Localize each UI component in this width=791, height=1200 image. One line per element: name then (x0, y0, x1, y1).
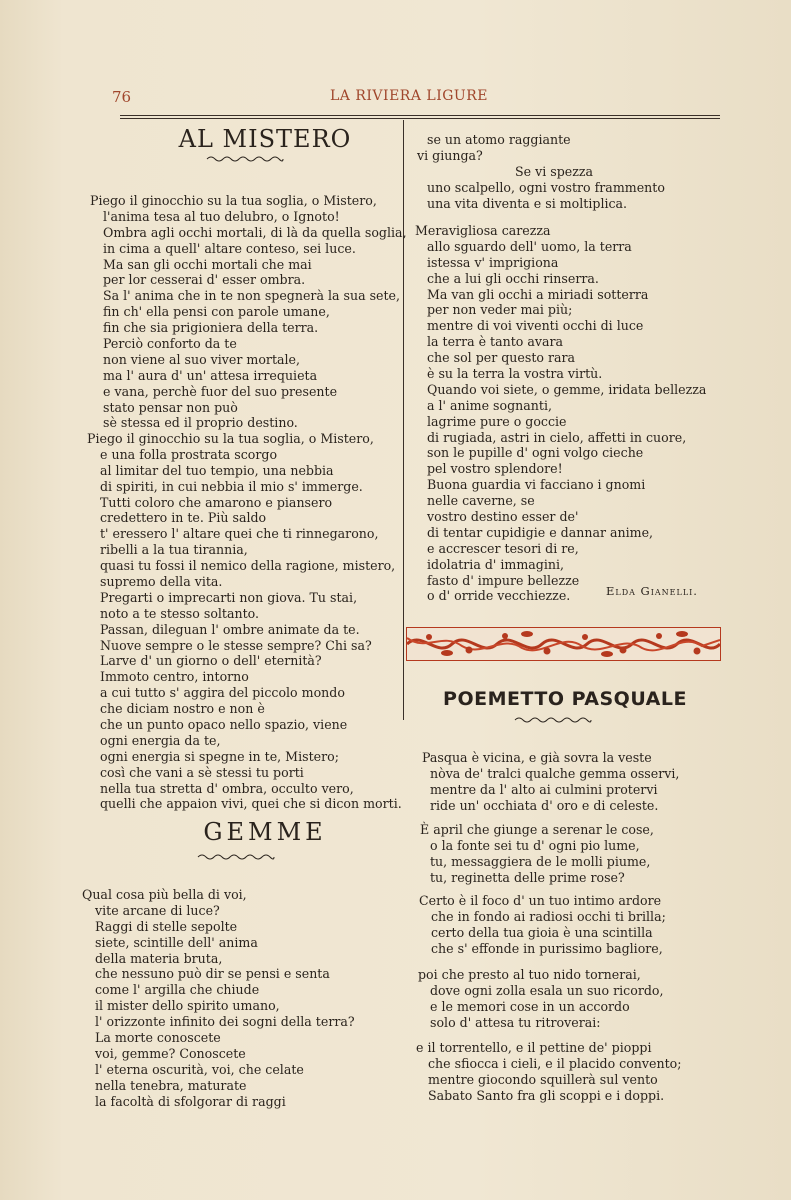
verse-line: nòva de' tralci qualche gemma osservi, (430, 765, 680, 781)
verse-line: ribelli a la tua tirannia, (100, 542, 248, 558)
verse-line: una vita diventa e si moltiplica. (427, 195, 628, 211)
verse-line: tu, messaggiera de le molli piume, (430, 853, 651, 869)
verse-line: nelle caverne, se (427, 493, 535, 509)
verse-line: che a lui gli occhi rinserra. (427, 270, 599, 286)
verse-line: l' orizzonte infinito dei sogni della terra? (95, 1014, 355, 1030)
verse-line: così che vani a sè stessi tu porti (100, 764, 304, 780)
verse-line: per lor cesserai d' esser ombra. (103, 272, 306, 288)
verse-line: non viene al suo viver mortale, (103, 351, 300, 367)
verse-line: la facoltà di sfolgorar di raggi (95, 1093, 286, 1109)
verse-line: siete, scintille dell' anima (95, 934, 258, 950)
decorative-banner (406, 627, 721, 661)
poem-title-gemme: GEMME (203, 818, 327, 846)
verse-line: Nuove sempre o le stesse sempre? Chi sa? (100, 637, 372, 653)
verse-line: che sol per questo rara (427, 350, 576, 366)
poemetto-stanza-3 (419, 893, 666, 957)
verse-line: a cui tutto s' aggira del piccolo mondo (100, 685, 345, 701)
verse-line: Ma van gli occhi a miriadi sotterra (427, 286, 649, 302)
al-mistero-stanza-2 (87, 431, 402, 812)
verse-line: nella tua stretta d' ombra, occulto vero, (100, 780, 354, 796)
verse-line: Buona guardia vi facciano i gnomi (427, 477, 646, 493)
verse-line: sè stessa ed il proprio destino. (103, 415, 298, 431)
verse-line: il mister dello spirito umano, (95, 998, 280, 1014)
gemme-right-column-part-1 (417, 132, 665, 211)
verse-line: noto a te stesso soltanto. (100, 605, 260, 621)
gemme-right-column-part-2 (415, 223, 706, 604)
verse-line: è su la terra la vostra virtù. (427, 366, 603, 382)
verse-line: son le pupille d' ogni volgo cieche (427, 445, 644, 461)
title-ornament (513, 716, 593, 724)
verse-line: al limitar del tuo tempio, una nebbia (100, 462, 334, 478)
verse-line: e le memori cose in un accordo (430, 998, 630, 1014)
verse-line: a l' anime sognanti, (427, 397, 552, 413)
verse-line: ogni energia si spegne in te, Mistero; (100, 748, 339, 764)
verse-line: lagrime pure o goccie (427, 413, 567, 429)
verse-line: e accrescer tesori di re, (427, 540, 579, 556)
verse-line: ma l' aura d' un' attesa irrequieta (103, 367, 318, 383)
verse-line: Pasqua è vicina, e già sovra la veste (422, 750, 652, 765)
verse-line: Certo è il foco d' un tuo intimo ardore (419, 893, 662, 908)
header-rule-2 (120, 118, 720, 119)
verse-line: vi giunga? (417, 147, 483, 163)
verse-line: Perciò conforto da te (103, 336, 237, 352)
verse-line: solo d' attesa tu ritroverai: (430, 1014, 601, 1030)
verse-line: Immoto centro, intorno (100, 669, 249, 685)
verse-line: È april che giunge a serenar le cose, (420, 822, 654, 837)
verse-line: Se vi spezza (515, 163, 593, 179)
verse-line: Sa l' anima che in te non spegnerà la sua sete, (103, 288, 401, 304)
verse-line: ogni energia da te, (100, 732, 221, 748)
header-rule (120, 115, 720, 116)
verse-line: Raggi di stelle sepolte (95, 918, 238, 934)
verse-line: fin che sia prigioniera della terra. (103, 320, 319, 336)
verse-line: certo della tua gioia è una scintilla (431, 924, 653, 940)
verse-line: poi che presto al tuo nido tornerai, (418, 967, 641, 982)
verse-line: Sabato Santo fra gli scoppi e i doppi. (428, 1087, 665, 1103)
verse-line: o la fonte sei tu d' ogni pio lume, (430, 837, 640, 853)
poemetto-stanza-4 (418, 967, 663, 1031)
verse-line: t' eressero l' altare quei che ti rinnegarono, (100, 526, 379, 542)
al-mistero-stanza-1 (90, 193, 407, 431)
verse-line: Qual cosa più bella di voi, (82, 887, 247, 902)
verse-line: quelli che appaion vivi, quei che si dicon morti. (100, 796, 402, 812)
verse-line: Tutti coloro che amarono e piansero (100, 494, 333, 510)
verse-line: dove ogni zolla esala un suo ricordo, (430, 982, 664, 998)
verse-line: allo sguardo dell' uomo, la terra (427, 238, 632, 254)
verse-line: di tentar cupidigie e dannar anime, (427, 524, 654, 540)
title-ornament (205, 155, 285, 163)
verse-line: mentre da l' alto ai culmini protervi (430, 781, 658, 797)
verse-line: supremo della vita. (100, 574, 223, 590)
verse-line: Larve d' un giorno o dell' eternità? (100, 653, 322, 669)
verse-line: quasi tu fossi il nemico della ragione, mistero, (100, 558, 396, 574)
verse-line: e il torrentello, e il pettine de' pioppi (416, 1040, 652, 1055)
verse-line: Ombra agli occhi mortali, di là da quella soglia, (103, 224, 407, 240)
verse-line: ride un' occhiata d' oro e di celeste. (430, 797, 659, 813)
verse-line: che in fondo ai radiosi occhi ti brilla; (431, 908, 666, 924)
verse-line: Piego il ginocchio su la tua soglia, o Mistero, (90, 193, 377, 208)
verse-line: come l' argilla che chiude (95, 982, 260, 998)
verse-line: per non veder mai più; (427, 302, 573, 318)
gemme-left-column (82, 887, 355, 1109)
verse-line: fasto d' impure bellezze (427, 572, 580, 588)
verse-line: se un atomo raggiante (427, 132, 571, 147)
poemetto-stanza-2 (420, 822, 654, 886)
title-ornament (196, 853, 276, 861)
verse-line: tu, reginetta delle prime rose? (430, 869, 625, 885)
verse-line: e una folla prostrata scorgo (100, 446, 278, 462)
verse-line: che sfiocca i cieli, e il placido convento; (428, 1055, 682, 1071)
verse-line: vite arcane di luce? (95, 902, 220, 918)
verse-line: voi, gemme? Conoscete (95, 1045, 246, 1061)
page-number: 76 (112, 88, 132, 106)
verse-line: stato pensar non può (103, 399, 238, 415)
poem-title-poemetto-pasquale: POEMETTO PASQUALE (443, 688, 687, 710)
verse-line: mentre giocondo squillerà sul vento (428, 1071, 658, 1087)
verse-line: di spiriti, in cui nebbia il mio s' immerge. (100, 478, 363, 494)
verse-line: e vana, perchè fuor del suo presente (103, 383, 338, 399)
verse-line: l'anima tesa al tuo delubro, o Ignoto! (103, 208, 340, 224)
author-signature: Elda Gianelli. (606, 584, 698, 598)
verse-line: idolatria d' immagini, (427, 556, 565, 572)
verse-line: pel vostro splendore! (427, 461, 563, 477)
verse-line: la terra è tanto avara (427, 334, 564, 350)
verse-line: istessa v' imprigiona (427, 254, 559, 270)
verse-line: che nessuno può dir se pensi e senta (95, 966, 330, 982)
poem-title-al-mistero: AL MISTERO (178, 125, 352, 153)
verse-line: o d' orride vecchiezze. (427, 588, 571, 604)
verse-line: Passan, dileguan l' ombre animate da te. (100, 621, 360, 637)
verse-line: che un punto opaco nello spazio, viene (100, 717, 348, 733)
verse-line: Pregarti o imprecarti non giova. Tu stai, (100, 589, 358, 605)
verse-line: che diciam nostro e non è (100, 701, 265, 717)
verse-line: della materia bruta, (95, 950, 223, 966)
poemetto-stanza-5 (416, 1040, 681, 1104)
verse-line: l' eterna oscurità, voi, che celate (95, 1061, 304, 1077)
verse-line: Ma san gli occhi mortali che mai (103, 256, 312, 272)
poemetto-stanza-1 (422, 750, 679, 814)
journal-title: LA RIVIERA LIGURE (330, 88, 488, 104)
verse-line: fin ch' ella pensi con parole umane, (103, 304, 330, 320)
verse-line: Piego il ginocchio su la tua soglia, o Mistero, (87, 431, 374, 446)
verse-line: che s' effonde in purissimo bagliore, (431, 940, 663, 956)
verse-line: mentre di voi viventi occhi di luce (427, 318, 644, 334)
verse-line: La morte conoscete (95, 1030, 221, 1046)
floral-ornament-icon (407, 628, 720, 660)
verse-line: nella tenebra, maturate (95, 1077, 247, 1093)
verse-line: in cima a quell' altare conteso, sei luce. (103, 240, 356, 256)
verse-line: Quando voi siete, o gemme, iridata bellezza (427, 381, 707, 397)
verse-line: uno scalpello, ogni vostro frammento (427, 179, 665, 195)
verse-line: di rugiada, astri in cielo, affetti in cuore, (427, 429, 687, 445)
verse-line: vostro destino esser de' (427, 509, 579, 525)
verse-line: Meravigliosa carezza (415, 223, 551, 238)
verse-line: credettero in te. Più saldo (100, 510, 267, 526)
